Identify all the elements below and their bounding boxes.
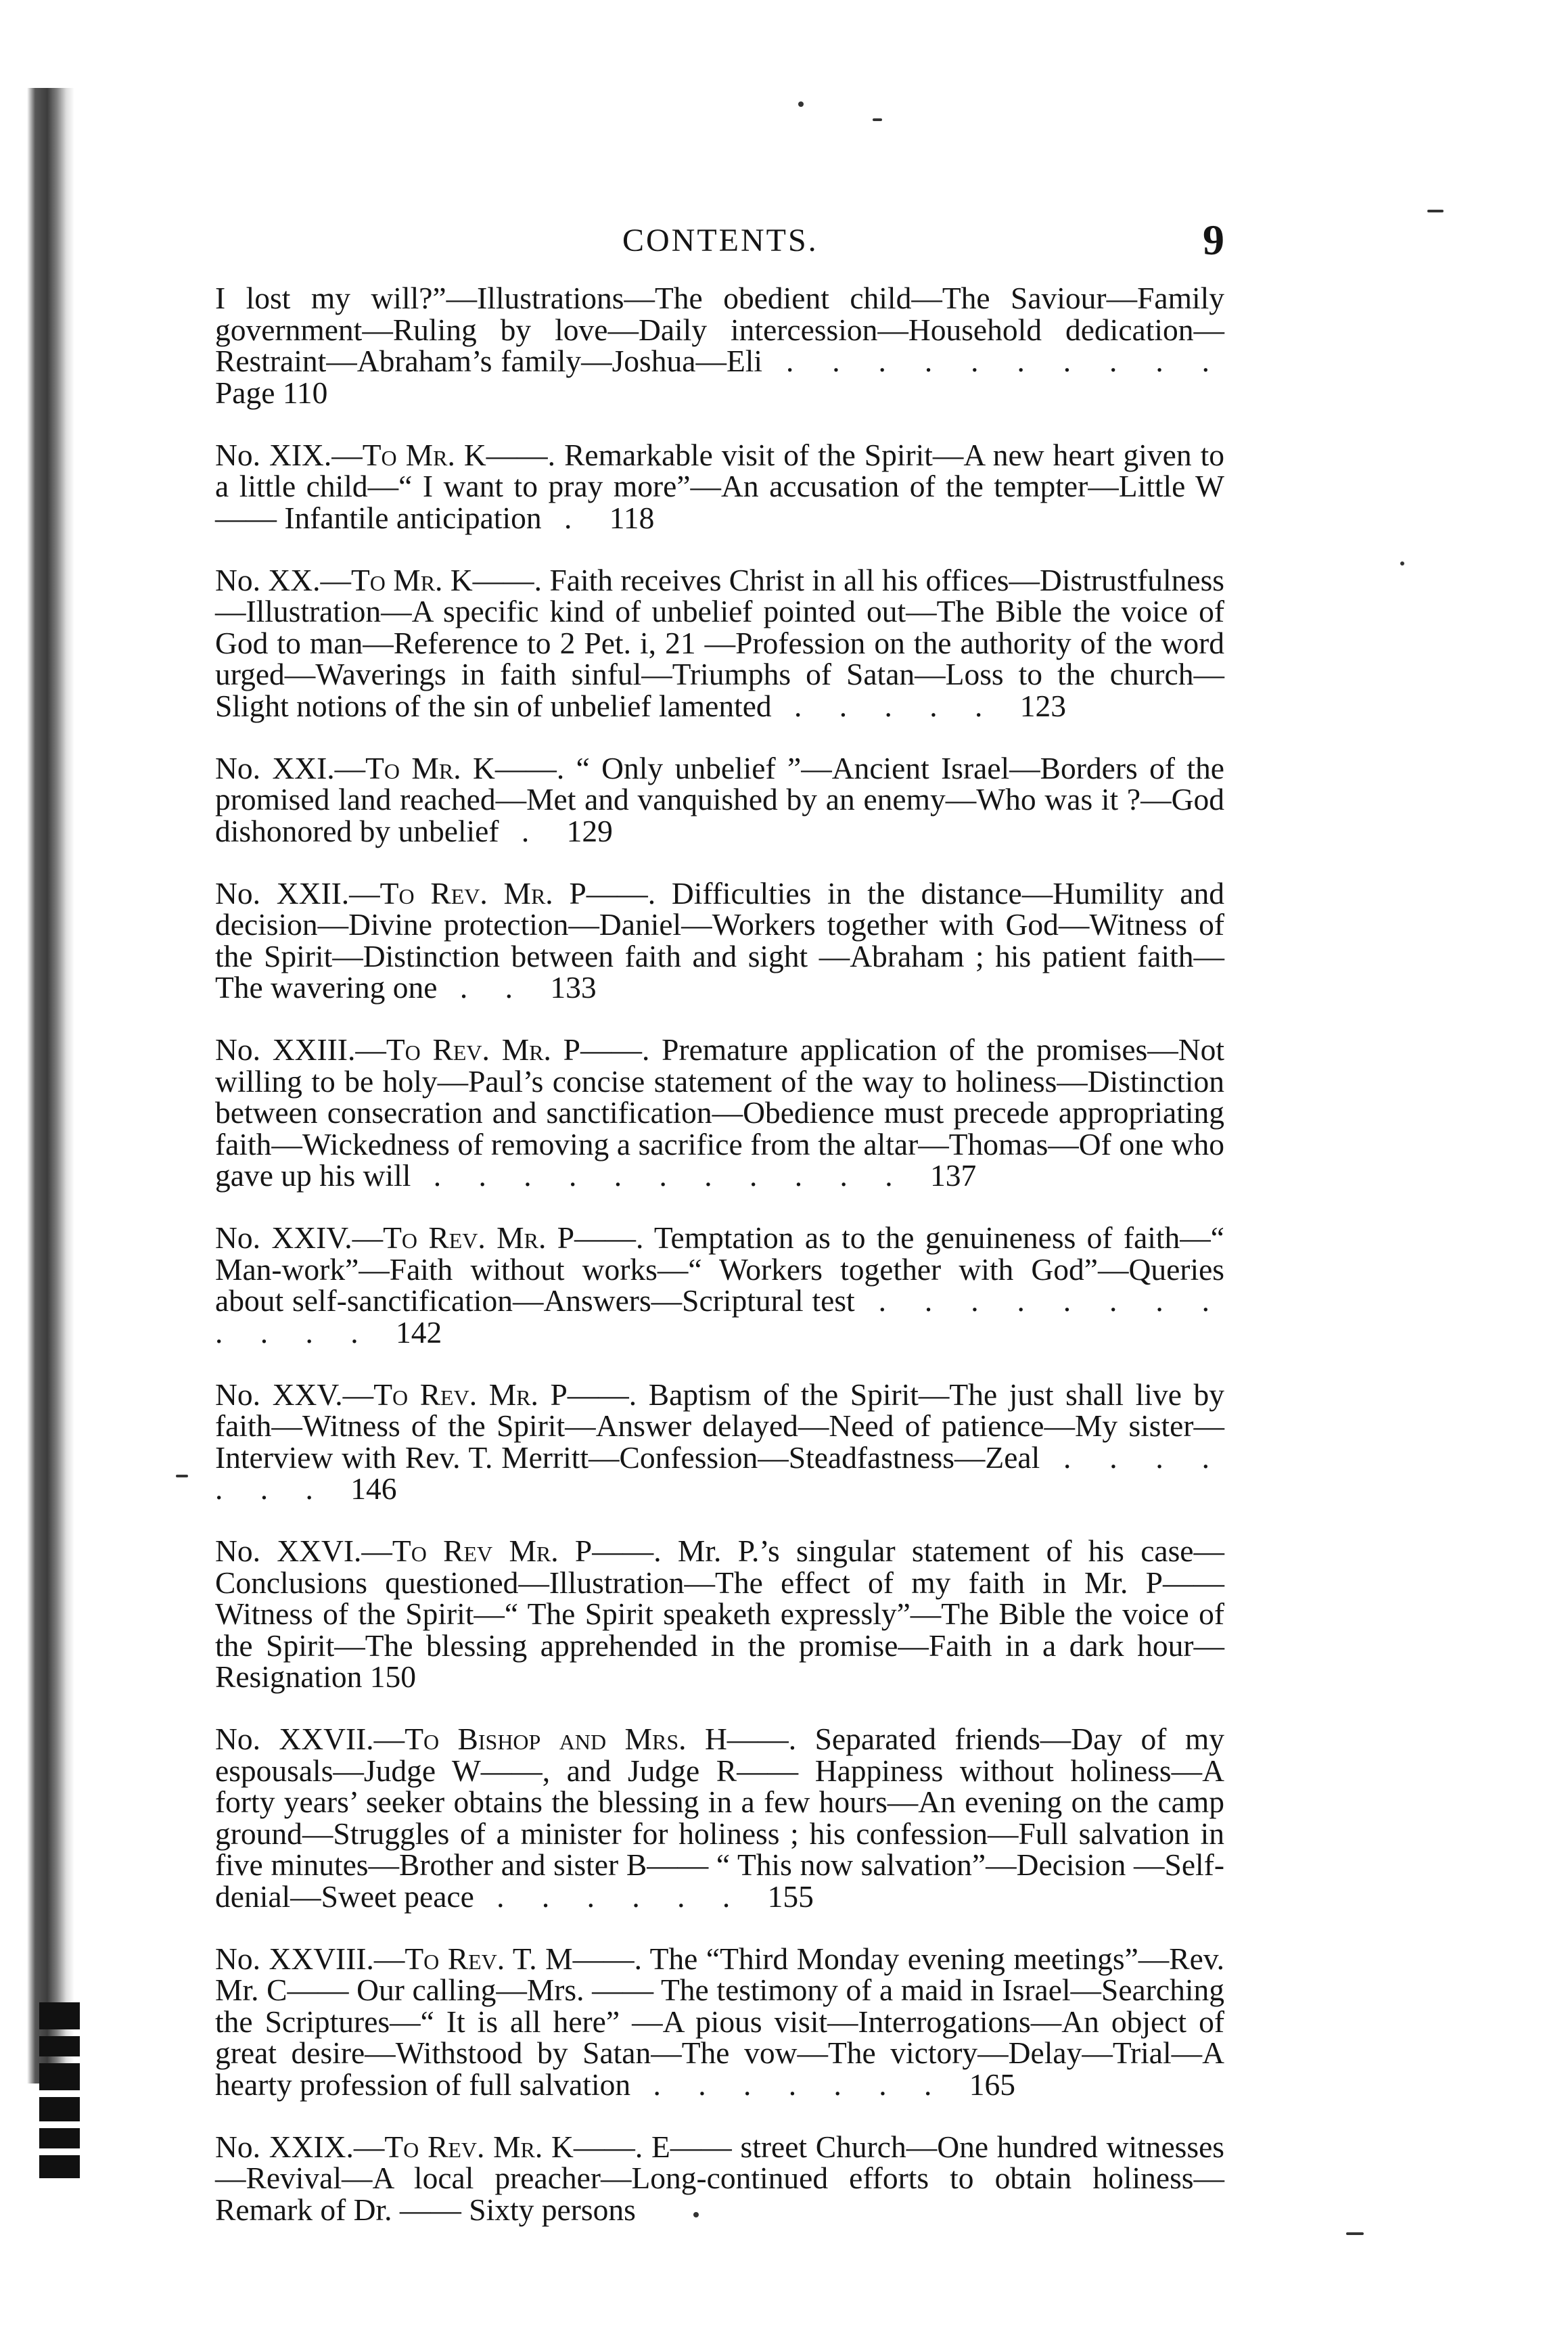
entry-page: 155 <box>767 1879 814 1914</box>
entry-addressee: To Rev. Mr. P——. <box>383 1220 644 1255</box>
entry-summary: Faith receives Christ in all his offices—Distrustfulness—Illustration—A specific kind of unbelief pointed out—The Bible the voice of God to man—Reference to 2 Pet. i, 21 —Profession on the authority of the word urged—Waverings in faith sinful—Triumphs of Satan—Loss to the church—Slight notions of the sin of unbelief lamented <box>215 562 1225 723</box>
entry-page: 165 <box>969 2067 1015 2102</box>
entry-number: No. XXIX.— <box>215 2129 385 2164</box>
contents-entry <box>215 562 1225 723</box>
entry-page: 129 <box>566 813 613 848</box>
leader-dots: . <box>541 500 609 535</box>
entry-number: No. XXII.— <box>215 875 380 911</box>
contents-entry <box>215 1379 1224 1505</box>
entry-addressee: To Rev. Mr. P——. <box>373 1377 637 1412</box>
leader-dots: . <box>499 813 567 848</box>
contents-entry <box>215 1034 1224 1192</box>
entry-number: No. XXI.— <box>215 750 366 785</box>
binding-mark <box>39 2063 80 2090</box>
entry-number: No. XXVII.— <box>215 1722 405 1756</box>
entry-number: No. XXVI.— <box>215 1534 392 1568</box>
print-speck <box>873 118 882 121</box>
leader-dots: . . . . . . . . . . . . <box>215 1283 1225 1350</box>
entry-page: 142 <box>396 1314 442 1350</box>
page-header <box>622 215 1224 262</box>
print-speck <box>1400 561 1404 566</box>
contents-entry <box>215 1222 1224 1348</box>
entry-summary: Baptism of the Spirit—The just shall live by faith—Witness of the Spirit—Answer delayed—Need of patience—My sister—Interview with Rev. T. Merritt—Confession—Steadfastness—Zeal <box>215 1377 1225 1475</box>
entry-page: 146 <box>350 1471 397 1506</box>
entry-addressee: To Rev. T. M——. <box>405 1941 642 1976</box>
entry-summary: Difficulties in the distance—Humility and decision—Divine protection—Daniel—Workers together with God—Witness of the Spirit—Distinction between faith and sight —Abraham ; his patient faith—The wavering one <box>215 875 1225 1005</box>
entry-page: Page 110 <box>215 375 328 410</box>
entry-addressee: To Bishop and Mrs. H——. <box>405 1722 797 1756</box>
page-number: 9 <box>1203 216 1224 264</box>
print-speck <box>693 2212 699 2217</box>
entry-page: 118 <box>609 500 655 535</box>
binding-mark <box>39 2128 80 2148</box>
binding-mark <box>39 2097 80 2121</box>
print-speck <box>798 101 804 107</box>
entry-summary: The “Third Monday evening meetings”—Rev. Mr. C—— Our calling—Mrs. —— The testimony of a maid in Israel—Searching the Scriptures—“ It is all here” —A pious visit—Interrogations—An object of great desire—Withstood by Satan—The vow—The victory—Delay—Trial—A hearty profession of full salvation <box>215 1941 1225 2102</box>
running-title: CONTENTS. <box>622 223 818 258</box>
entry-page: 150 <box>369 1659 416 1694</box>
entry-summary: I lost my will?”—Illustrations—The obedient child—The Saviour—Family government—Ruling by love—Daily intercession—Household dedication—Restraint—Abraham’s family—Joshua—Eli <box>215 281 1224 378</box>
print-speck <box>176 1475 188 1477</box>
leader-dots: . . . . . <box>771 688 1020 723</box>
binding-mark <box>39 2002 80 2029</box>
leader-dots: . . . . . . . <box>215 1440 1224 1506</box>
entry-summary: Remarkable visit of the Spirit—A new heart given to a little child—“ I want to pray more”—An accusation of the tempter—Little W—— Infantile anticipation <box>215 437 1224 535</box>
entry-number: No. XXIV.— <box>215 1220 384 1255</box>
contents-list <box>215 283 1224 2226</box>
entry-page: 137 <box>930 1158 977 1193</box>
contents-entry <box>215 1724 1224 1912</box>
entry-addressee: To Rev. Mr. P——. <box>379 875 656 911</box>
entry-page: 123 <box>1019 688 1067 723</box>
contents-entry <box>215 437 1224 535</box>
entry-number: No. XXV.— <box>215 1377 374 1412</box>
contents-entry <box>215 2129 1224 2227</box>
entry-addressee: To Mr. K——. <box>365 750 565 785</box>
entry-summary: Mr. P.’s singular statement of his case—Conclusions questioned—Illustration—The effect of my faith in Mr. P—— Witness of the Spirit—“ The Spirit speaketh expressly”—The Bible the voice of the Spirit—The blessing apprehended in the promise—Faith in a dark hour—Resignation <box>215 1534 1224 1694</box>
entry-addressee: To Mr. K——. <box>350 562 543 597</box>
leader-dots: . . . . . . <box>474 1879 768 1914</box>
entry-summary: Temptation as to the genuineness of faith—“ Man-work”—Faith without works—“ Workers together with God”—Queries about self-sanctification—Answers—Scriptural test <box>215 1220 1224 1318</box>
contents-entry <box>215 1943 1224 2101</box>
print-speck <box>1346 2232 1364 2235</box>
leader-dots: . . . . . . . <box>630 2067 969 2102</box>
page-binding-edge <box>0 88 74 2084</box>
entry-summary: Premature application of the promises—Not willing to be holy—Paul’s concise statement of the way to holiness—Distinction between consecration and sanctification—Obedience must precede appropriating faith—Wickedness of removing a sacrifice from the altar—Thomas—Of one who gave up his will <box>215 1032 1224 1193</box>
leader-dots: . . <box>437 970 551 1005</box>
contents-entry <box>215 875 1225 1005</box>
contents-entry <box>215 1536 1224 1693</box>
entry-addressee: To Rev Mr. P——. <box>392 1534 662 1568</box>
entry-addressee: To Rev. Mr. P——. <box>386 1032 650 1067</box>
entry-addressee: To Mr. K——. <box>362 437 556 472</box>
entry-addressee: To Rev. Mr. K——. <box>384 2129 643 2164</box>
binding-mark <box>39 2036 80 2056</box>
entry-summary: Separated friends—Day of my espousals—Judge W——, and Judge R—— Happiness without holiness—A forty years’ seeker obtains the blessing in a few hours—An evening on the camp ground—Struggles of a minister for holiness ; his confession—Full salvation in five minutes—Brother and sister B—— “ This now salvation”—Decision —Self-denial—Sweet peace <box>215 1722 1224 1914</box>
entry-summary: E—— street Church—One hundred witnesses—Revival—A local preacher—Long-continued efforts to obtain holiness—Remark of Dr. —— Sixty persons <box>215 2129 1224 2227</box>
entry-number: No. XXIII.— <box>215 1032 386 1067</box>
binding-mark <box>39 2155 80 2178</box>
entry-summary: “ Only unbelief ”—Ancient Israel—Borders of the promised land reached—Met and vanquished by an enemy—Who was it ?—God dishonored by unbelief <box>215 750 1225 848</box>
entry-number: No. XXVIII.— <box>215 1941 405 1976</box>
leader-dots: . . . . . . . . . . . <box>411 1158 931 1193</box>
entry-number: No. XX.— <box>215 562 351 597</box>
entry-number: No. XIX.— <box>215 437 363 472</box>
contents-entry <box>215 750 1225 848</box>
contents-entry <box>215 283 1224 409</box>
print-speck <box>1427 210 1444 212</box>
leader-dots: . . . . . . . . . . <box>762 344 1225 378</box>
entry-page: 133 <box>550 970 597 1005</box>
